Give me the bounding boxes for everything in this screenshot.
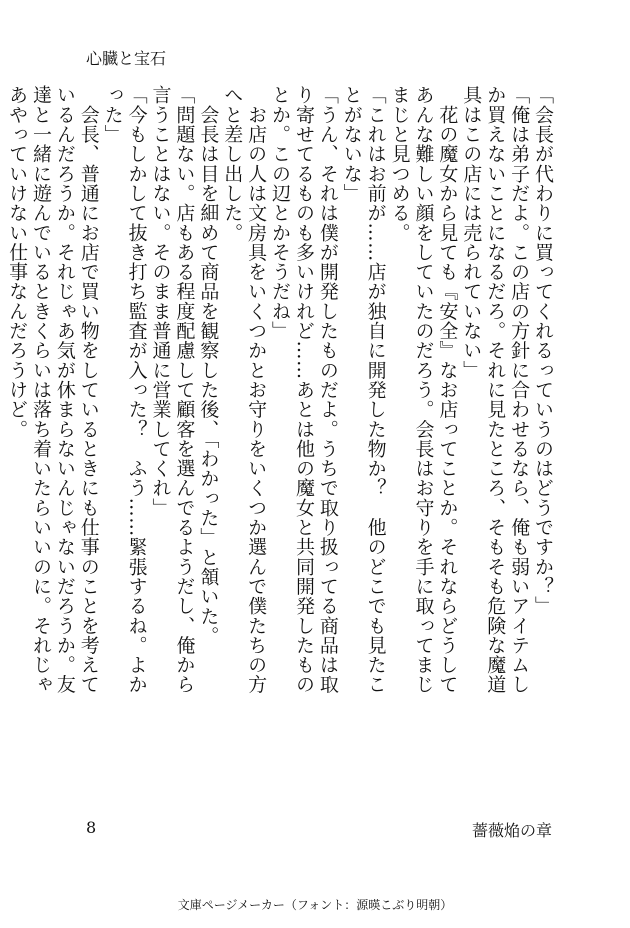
vertical-body-text xyxy=(6,85,554,705)
paragraph: 「俺は弟子だよ。この店の方針に合わせるなら、俺も弱いアイテムしか買えないことになるだろ。それに見たところ、そもそも危険な魔道具はこの店には売られていない」 xyxy=(460,85,531,695)
paragraph: 花の魔女から見ても『安全』なお店ってことか。それならどうしてあんな難しい顔をしていたのだろう。会長はお守りを手に取ってまじまじと見つめる。 xyxy=(388,85,459,695)
paragraph: 「うん、それは僕が開発したものだよ。うちで取り扱ってる商品は取り寄せてるものも多いけれど……あとは他の魔女と共同開発したものとか。この辺とかそうだね」 xyxy=(269,85,339,695)
paragraph: 会長、普通にお店で買い物をしているときにも仕事のことを考えているんだろうか。それじゃあ気が休まらないんじゃないだろうか。友達と一緒に遊んでいるときくらいは落ち着いたらいいのに。それじゃあやっていけない仕事なんだろうけど。 xyxy=(6,85,100,695)
paragraph: 「これはお前が……店が独自に開発した物か？ 他のどこでも見たことがないな」 xyxy=(340,85,387,695)
paragraph: 会長は目を細めて商品を観察した後、「わかった」と頷いた。 xyxy=(197,85,220,646)
running-header-title: 心臓と宝石 xyxy=(86,49,167,68)
paragraph: 「問題ない。店もある程度配慮して顧客を選んでるようだし、俺から言うことはない。そのまま普通に営業してくれ」 xyxy=(149,85,196,695)
page-number: 8 xyxy=(86,818,97,837)
paragraph: お店の人は文房具をいくつかとお守りをいくつか選んで僕たちの方へと差し出した。 xyxy=(221,85,268,695)
footer-credit: 文庫ページメーカー（フォント：源暎こぶり明朝） xyxy=(177,898,453,912)
chapter-title: 薔薇焔の章 xyxy=(471,821,552,840)
paragraph: 「今もしかして抜き打ち監査が入った？ ふう……緊張するね。よかった」 xyxy=(101,85,148,695)
paragraph: 「会長が代わりに買ってくれるっていうのはどうですか？」 xyxy=(532,85,554,616)
